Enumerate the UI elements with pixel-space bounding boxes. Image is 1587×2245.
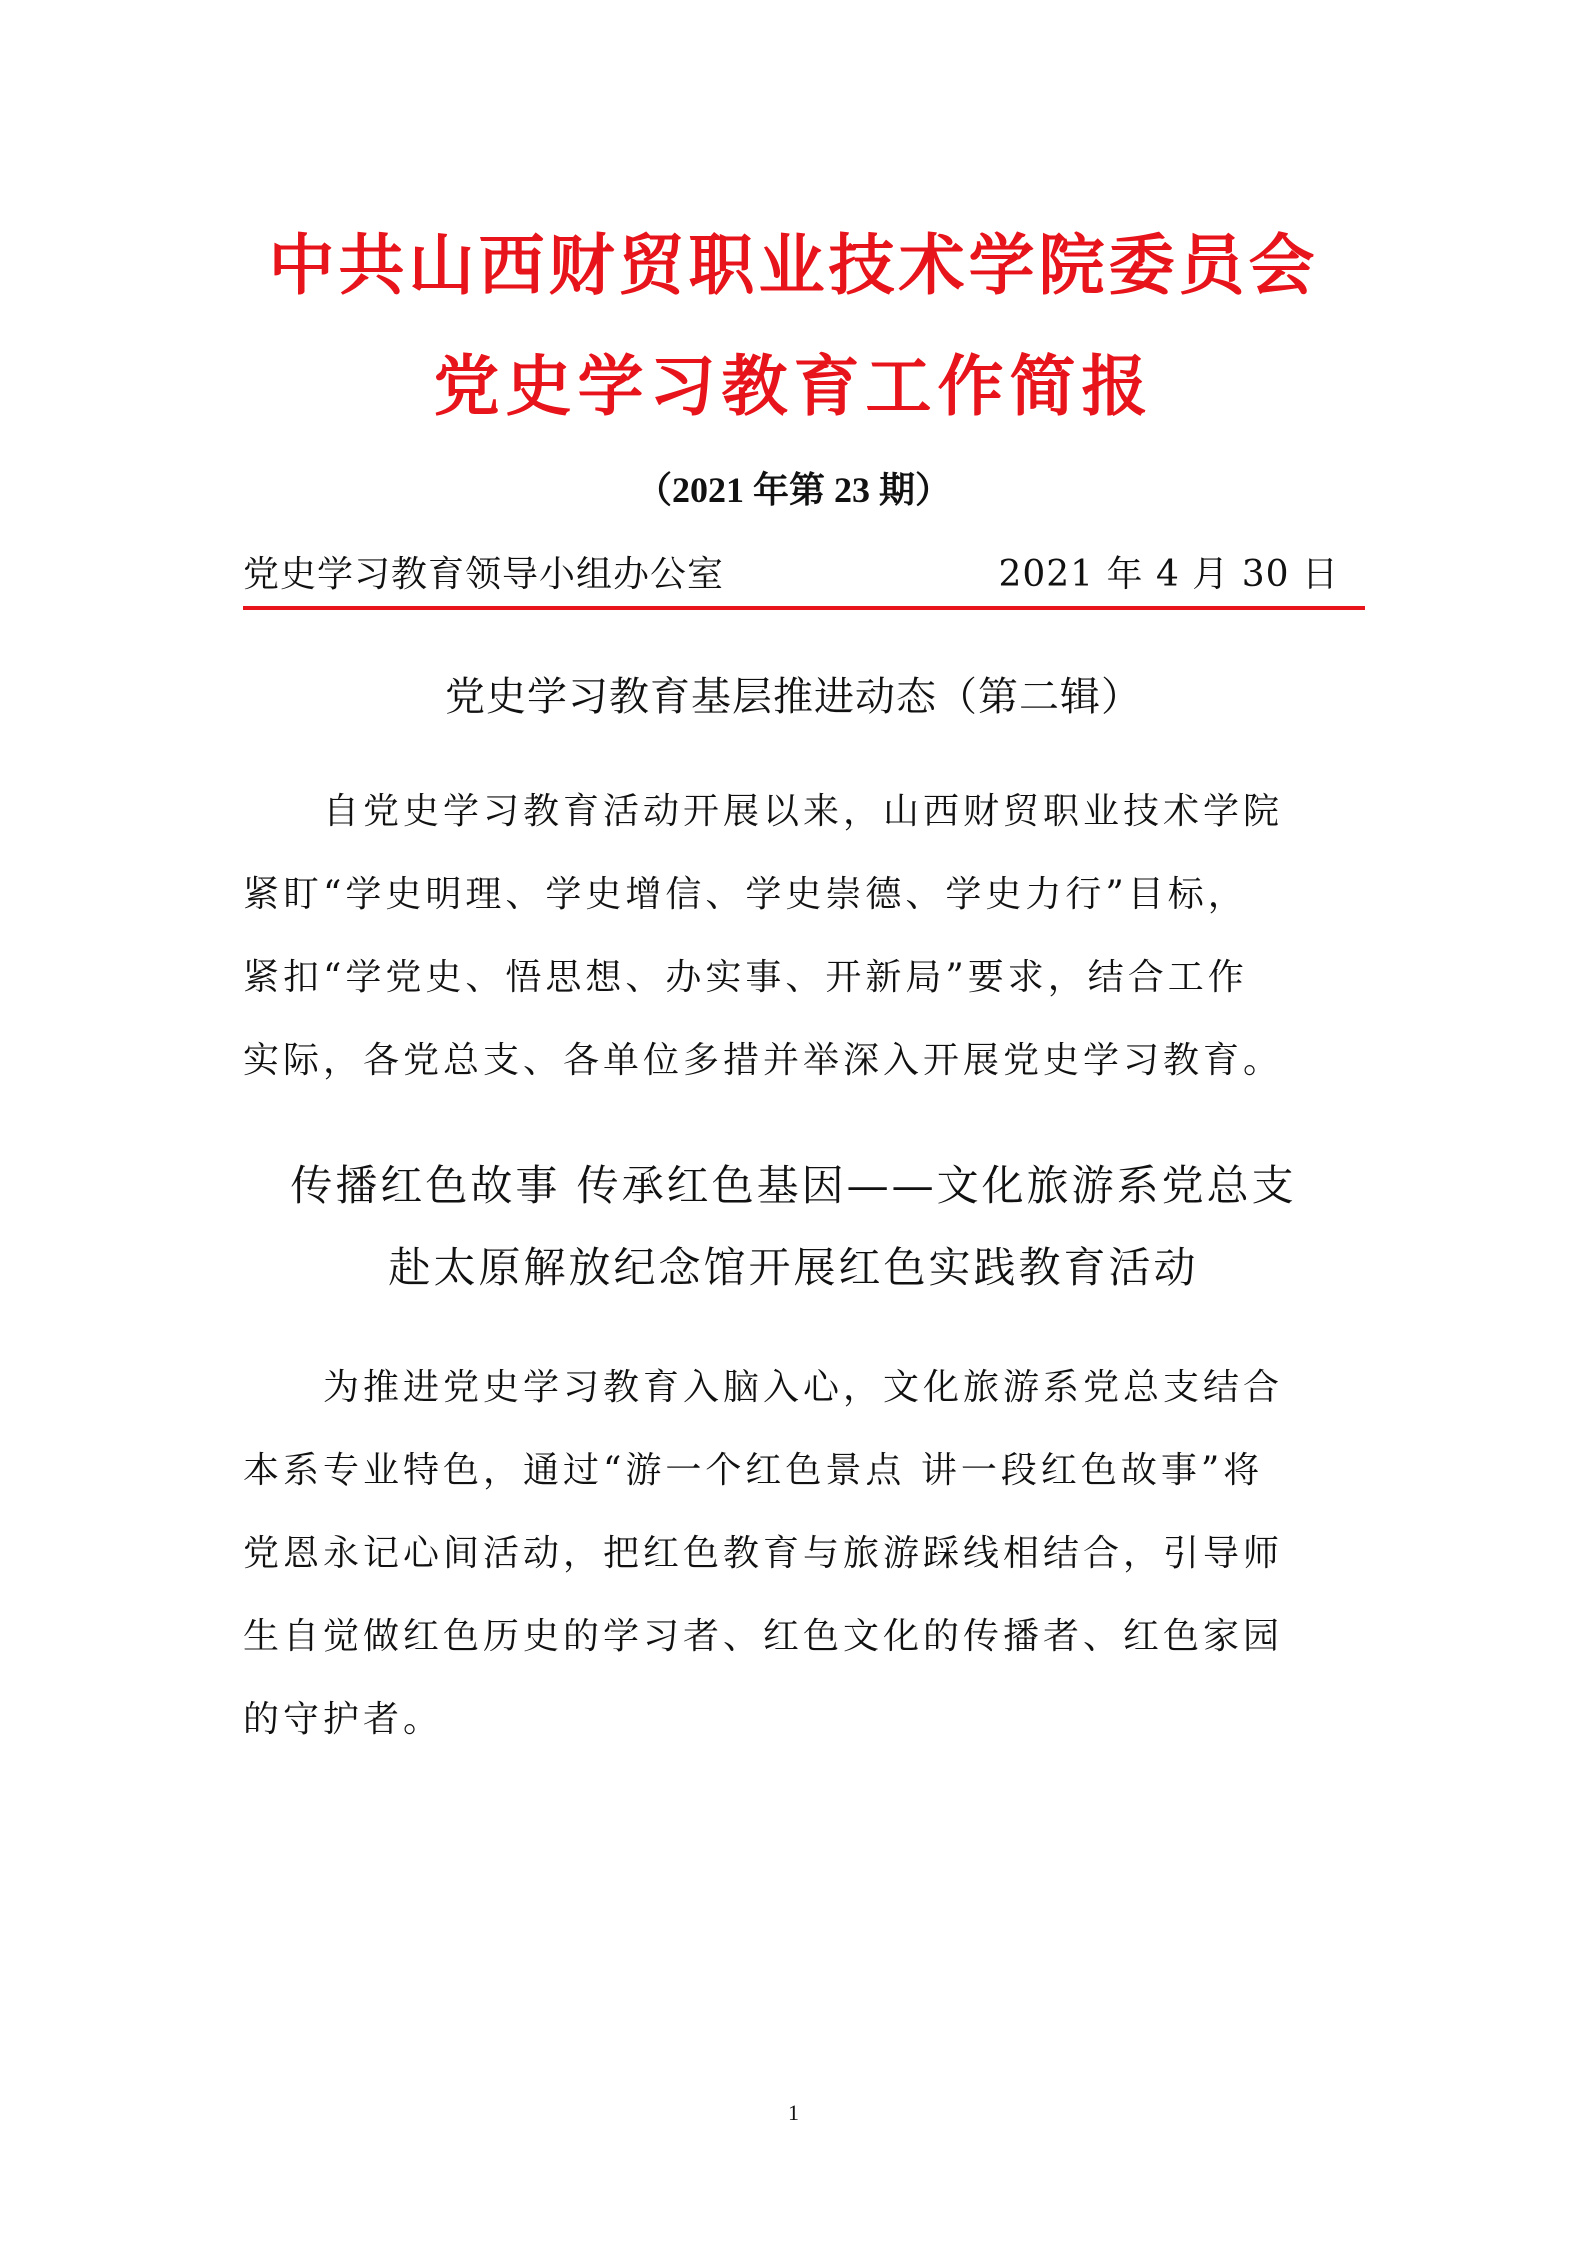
intro-line: 紧扣“学党史、悟思想、办实事、开新局”要求，结合工作 <box>243 957 1248 998</box>
body-line: 本系专业特色，通过“游一个红色景点 讲一段红色故事”将 <box>243 1450 1264 1491</box>
issue-date: 2021 年 4 月 30 日 <box>998 554 1339 595</box>
article-title <box>0 1145 1587 1309</box>
header-divider <box>243 606 1365 610</box>
article-title-line: 传播红色故事 传承红色基因——文化旅游系党总支 <box>290 1161 1297 1210</box>
issue-number: （2021 年第 23 期） <box>635 470 951 510</box>
header-title-line1: 中共山西财贸职业技术学院委员会 <box>268 226 1319 304</box>
intro-line: 实际，各党总支、各单位多措并举深入开展党史学习教育。 <box>243 1040 1284 1081</box>
intro-line: 紧盯“学史明理、学史增信、学史崇德、学史力行”目标， <box>243 874 1248 915</box>
article-title-line: 赴太原解放纪念馆开展红色实践教育活动 <box>388 1243 1199 1292</box>
issuing-office: 党史学习教育领导小组办公室 <box>243 554 725 595</box>
header-title-line2: 党史学习教育工作简报 <box>433 347 1154 425</box>
section-heading: 党史学习教育基层推进动态（第二辑） <box>445 674 1142 720</box>
intro-line: 自党史学习教育活动开展以来，山西财贸职业技术学院 <box>243 791 1284 832</box>
header-meta-row <box>243 546 1351 598</box>
body-line: 为推进党史学习教育入脑入心，文化旅游系党总支结合 <box>243 1367 1284 1408</box>
body-line: 党恩永记心间活动，把红色教育与旅游踩线相结合，引导师 <box>243 1533 1284 1574</box>
page-number: 1 <box>788 2100 799 2125</box>
article-body <box>243 1346 1351 1761</box>
body-line: 的守护者。 <box>243 1699 444 1740</box>
intro-paragraph <box>243 770 1351 1102</box>
body-line: 生自觉做红色历史的学习者、红色文化的传播者、红色家园 <box>243 1616 1284 1657</box>
